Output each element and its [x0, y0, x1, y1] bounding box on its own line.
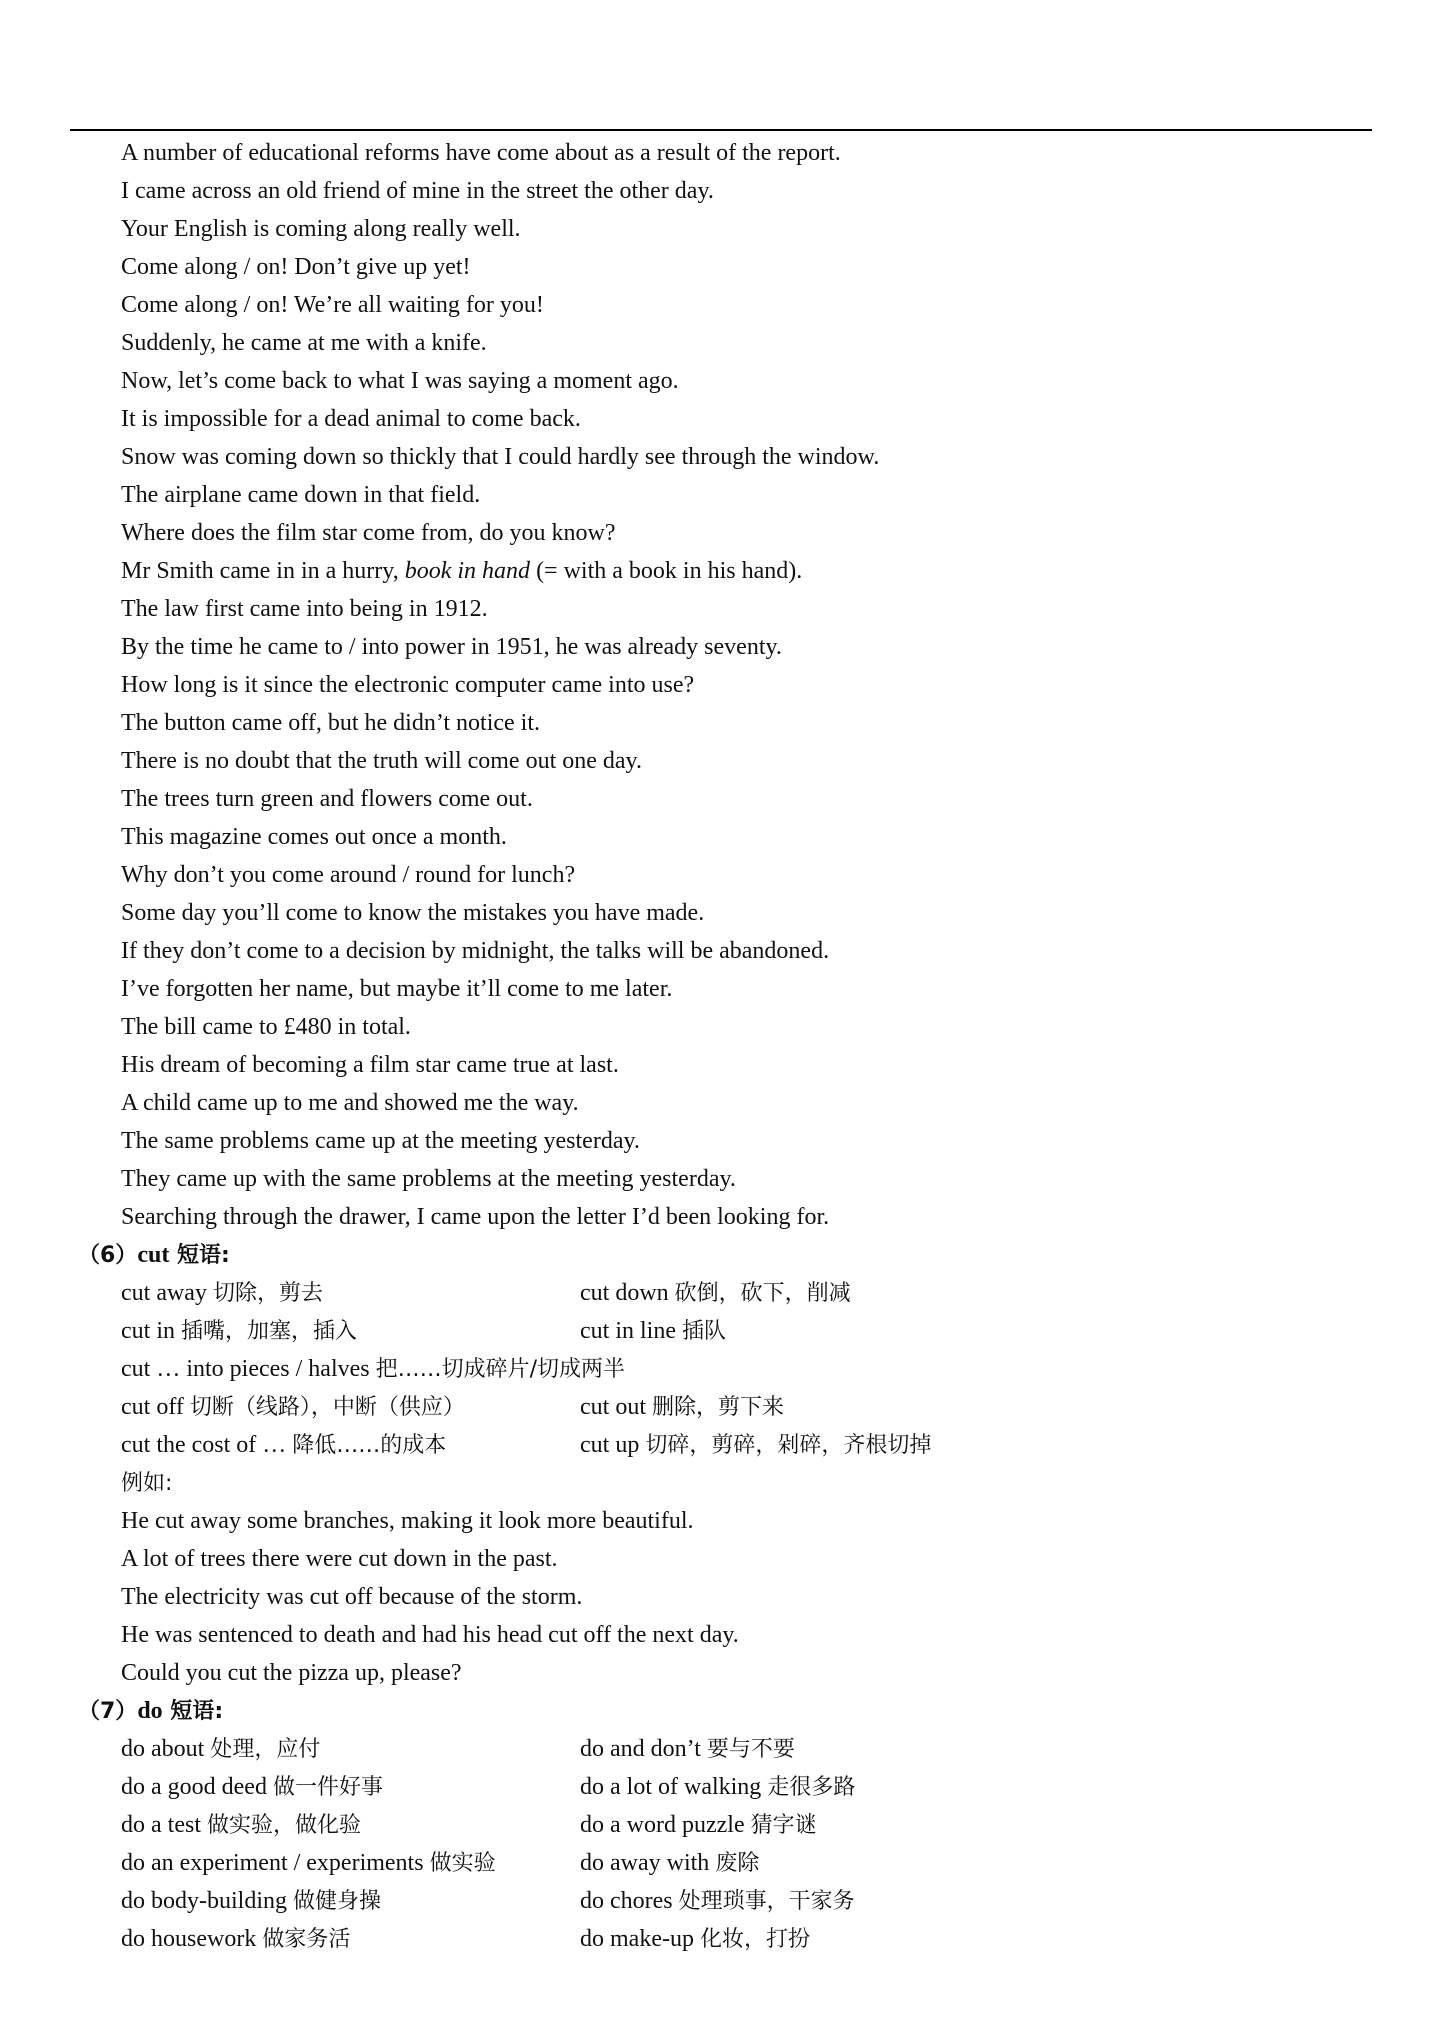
phrase-entry: [580, 1806, 817, 1845]
phrase-entry: [121, 1312, 357, 1351]
example-sentence: There is no doubt that the truth will come out one day.: [121, 748, 642, 774]
phrase-en: do make-up: [580, 1926, 700, 1952]
phrase-entry: [121, 1388, 465, 1427]
phrase-en: do a lot of walking: [580, 1774, 768, 1800]
phrase-en: do housework: [121, 1926, 263, 1952]
phrase-en: do a test: [121, 1812, 207, 1838]
phrase-entry: [121, 1882, 381, 1921]
phrase-zh: 要与不要: [706, 1737, 795, 1762]
phrase-en: do a word puzzle: [580, 1812, 751, 1838]
phrase-entry: [121, 1350, 625, 1389]
phrase-en: do an experiment / experiments: [121, 1850, 430, 1876]
phrase-entry: [580, 1768, 855, 1807]
phrase-entry: [121, 1730, 320, 1769]
phrase-row: [0, 1844, 1440, 1882]
phrase-zh: 做家务活: [262, 1927, 351, 1952]
phrase-zh: 降低……的成本: [292, 1433, 447, 1458]
phrase-entry: [580, 1426, 931, 1465]
phrase-zh: 做实验，做化验: [206, 1813, 361, 1838]
phrase-en: cut up: [580, 1432, 646, 1458]
example-sentence: Could you cut the pizza up, please?: [121, 1660, 462, 1686]
example-sentence: The airplane came down in that field.: [121, 482, 481, 508]
phrase-row: [0, 1882, 1440, 1920]
heading-label: 短语:: [169, 1243, 230, 1268]
section-heading-cut: [0, 1236, 1440, 1274]
phrase-entry: [580, 1882, 855, 1921]
phrase-entry: [580, 1388, 784, 1427]
sentence-part: (= with a book in his hand).: [530, 558, 803, 584]
example-sentence: They came up with the same problems at the meeting yesterday.: [121, 1166, 736, 1192]
example-sentence: He was sentenced to death and had his head cut off the next day.: [121, 1622, 739, 1648]
phrase-zh: 做一件好事: [272, 1775, 383, 1800]
example-sentence: I came across an old friend of mine in the street the other day.: [121, 178, 714, 204]
heading-number: （6）: [78, 1243, 138, 1268]
heading-label: 短语:: [162, 1699, 224, 1724]
phrase-en: cut in line: [580, 1318, 682, 1344]
example-sentence-with-italic: [0, 552, 1440, 590]
phrase-entry: [121, 1274, 323, 1313]
example-sentence: Come along / on! Don’t give up yet!: [121, 254, 471, 280]
phrase-en: do away with: [580, 1850, 716, 1876]
phrase-en: cut away: [121, 1280, 213, 1306]
example-sentence: How long is it since the electronic computer came into use?: [121, 672, 695, 698]
heading-word: cut: [137, 1242, 170, 1268]
example-sentence: Your English is coming along really well.: [121, 216, 521, 242]
example-sentence: The same problems came up at the meeting yesterday.: [121, 1128, 640, 1154]
document-body: [0, 134, 1440, 1958]
example-sentence: Searching through the drawer, I came upon the letter I’d been looking for.: [121, 1204, 830, 1230]
example-sentence: By the time he came to / into power in 1951, he was already seventy.: [121, 634, 782, 660]
example-sentence: If they don’t come to a decision by midnight, the talks will be abandoned.: [121, 938, 830, 964]
phrase-zh: 插队: [681, 1319, 726, 1344]
header-rule: [70, 129, 1372, 131]
phrase-en: cut the cost of …: [121, 1432, 293, 1458]
example-sentence: The bill came to £480 in total.: [121, 1014, 411, 1040]
phrase-en: cut in: [121, 1318, 181, 1344]
phrase-en: cut … into pieces / halves: [121, 1356, 376, 1382]
example-label-text: 例如:: [121, 1471, 173, 1496]
phrase-entry: [121, 1844, 496, 1883]
phrase-row: [0, 1350, 1440, 1388]
phrase-zh: 处理琐事，干家务: [678, 1889, 855, 1914]
phrase-row: [0, 1730, 1440, 1768]
example-label: [0, 1464, 1440, 1502]
phrase-entry: [580, 1920, 810, 1959]
phrase-zh: 砍倒，砍下，削减: [674, 1281, 851, 1306]
example-sentence: Come along / on! We’re all waiting for you!: [121, 292, 544, 318]
phrase-entry: [580, 1312, 726, 1351]
phrase-entry: [121, 1920, 350, 1959]
phrase-entry: [121, 1768, 383, 1807]
phrase-row: [0, 1274, 1440, 1312]
heading-word: do: [137, 1698, 163, 1724]
example-sentence: Snow was coming down so thickly that I could hardly see through the window.: [121, 444, 880, 470]
phrase-row: [0, 1920, 1440, 1958]
example-sentence: Suddenly, he came at me with a knife.: [121, 330, 487, 356]
phrase-zh: 插嘴，加塞，插入: [181, 1319, 358, 1344]
phrase-zh: 删除，剪下来: [652, 1395, 785, 1420]
phrase-zh: 处理，应付: [210, 1737, 321, 1762]
sentence-part: Mr Smith came in in a hurry,: [121, 558, 405, 584]
example-sentence: I’ve forgotten her name, but maybe it’ll come to me later.: [121, 976, 673, 1002]
example-sentence: This magazine comes out once a month.: [121, 824, 507, 850]
example-sentence: A lot of trees there were cut down in the past.: [121, 1546, 558, 1572]
example-sentence: A number of educational reforms have come about as a result of the report.: [121, 140, 841, 166]
phrase-zh: 猜字谜: [750, 1813, 817, 1838]
phrase-row: [0, 1312, 1440, 1350]
phrase-en: do a good deed: [121, 1774, 273, 1800]
example-sentence: The button came off, but he didn’t notice it.: [121, 710, 541, 736]
example-sentence: Now, let’s come back to what I was saying a moment ago.: [121, 368, 679, 394]
phrase-zh: 切碎，剪碎，剁碎，齐根切掉: [645, 1433, 932, 1458]
phrase-row: [0, 1768, 1440, 1806]
phrase-en: do and don’t: [580, 1736, 707, 1762]
phrase-en: do body-building: [121, 1888, 293, 1914]
italic-phrase: book in hand: [404, 558, 531, 584]
phrase-row: [0, 1388, 1440, 1426]
example-sentence: His dream of becoming a film star came true at last.: [121, 1052, 619, 1078]
example-sentence: He cut away some branches, making it look more beautiful.: [121, 1508, 694, 1534]
phrase-zh: 废除: [715, 1851, 760, 1876]
phrase-en: do chores: [580, 1888, 679, 1914]
phrase-en: cut out: [580, 1394, 652, 1420]
phrase-zh: 走很多路: [767, 1775, 856, 1800]
phrase-row: [0, 1426, 1440, 1464]
phrase-entry: [580, 1844, 759, 1883]
phrase-zh: 化妆，打扮: [699, 1927, 810, 1952]
phrase-zh: 做健身操: [293, 1889, 382, 1914]
example-sentence: The trees turn green and flowers come out.: [121, 786, 533, 812]
phrase-en: cut off: [121, 1394, 190, 1420]
example-sentence: The law first came into being in 1912.: [121, 596, 488, 622]
section-heading-do: [0, 1692, 1440, 1730]
phrase-zh: 切断（线路），中断（供应）: [189, 1395, 465, 1420]
example-sentence: A child came up to me and showed me the way.: [121, 1090, 579, 1116]
example-sentence: Where does the film star come from, do you know?: [121, 520, 616, 546]
example-sentence: It is impossible for a dead animal to come back.: [121, 406, 581, 432]
phrase-entry: [580, 1730, 795, 1769]
heading-number: （7）: [78, 1699, 138, 1724]
example-sentence: Some day you’ll come to know the mistakes you have made.: [121, 900, 705, 926]
phrase-entry: [121, 1806, 361, 1845]
phrase-en: cut down: [580, 1280, 675, 1306]
example-sentence: The electricity was cut off because of the storm.: [121, 1584, 583, 1610]
phrase-entry: [121, 1426, 446, 1465]
example-sentence: Why don’t you come around / round for lunch?: [121, 862, 576, 888]
phrase-zh: 把……切成碎片/切成两半: [375, 1357, 626, 1382]
phrase-row: [0, 1806, 1440, 1844]
phrase-entry: [580, 1274, 851, 1313]
phrase-zh: 做实验: [429, 1851, 496, 1876]
phrase-zh: 切除，剪去: [212, 1281, 323, 1306]
phrase-en: do about: [121, 1736, 211, 1762]
